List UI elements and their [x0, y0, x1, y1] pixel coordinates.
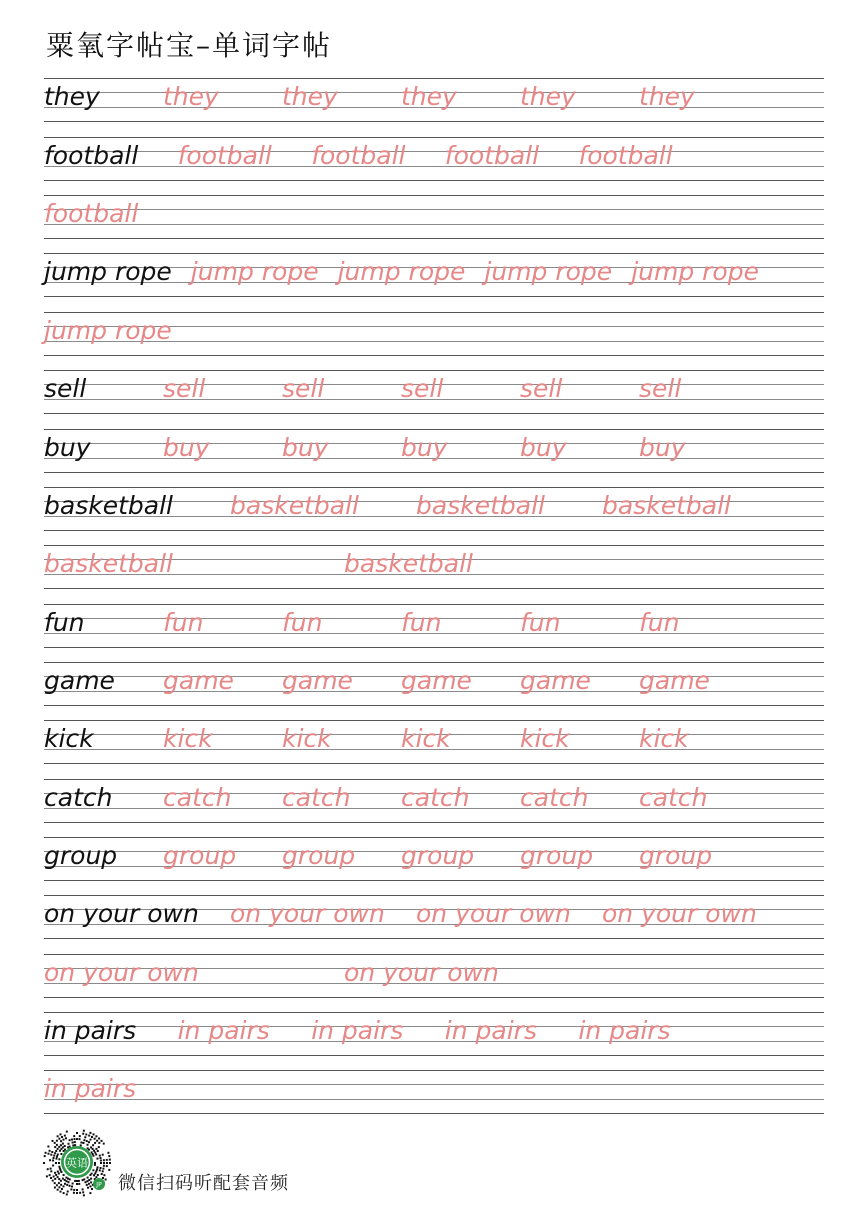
practice-row — [44, 1012, 824, 1056]
trace-word: basketball — [602, 491, 731, 520]
trace-word: football — [444, 141, 540, 170]
trace-word: they — [401, 82, 457, 111]
trace-word: group — [401, 841, 475, 870]
row-words — [44, 720, 824, 764]
trace-word: sell — [401, 374, 444, 403]
trace-word: basketball — [344, 549, 473, 578]
trace-word: they — [639, 82, 695, 111]
trace-word: group — [520, 841, 594, 870]
row-words — [44, 137, 824, 181]
trace-word: game — [401, 666, 472, 695]
trace-word: kick — [282, 724, 332, 753]
model-word: group — [44, 841, 118, 870]
row-words — [44, 1070, 824, 1114]
row-words — [44, 604, 824, 648]
trace-word: game — [639, 666, 710, 695]
model-word: buy — [44, 433, 91, 462]
row-words — [44, 429, 824, 473]
trace-word: buy — [401, 433, 448, 462]
model-word: game — [44, 666, 115, 695]
trace-word: basketball — [230, 491, 359, 520]
practice-row — [44, 662, 824, 706]
model-word: jump rope — [44, 257, 172, 286]
trace-word: on your own — [230, 899, 385, 928]
trace-word: football — [44, 199, 139, 228]
row-words — [44, 370, 824, 414]
practice-row — [44, 604, 824, 648]
practice-row — [44, 137, 824, 181]
trace-word: group — [282, 841, 356, 870]
model-word: basketball — [44, 491, 173, 520]
trace-word: buy — [163, 433, 210, 462]
practice-row — [44, 720, 824, 764]
footer-caption: 微信扫码听配套音频 — [118, 1173, 289, 1194]
trace-word: on your own — [44, 958, 199, 987]
trace-word: fun — [163, 608, 204, 637]
qr-code-icon — [42, 1128, 112, 1198]
practice-row — [44, 253, 824, 297]
trace-word: fun — [401, 608, 442, 637]
practice-row — [44, 545, 824, 589]
trace-word: buy — [639, 433, 686, 462]
trace-word: they — [282, 82, 338, 111]
trace-word: on your own — [344, 958, 499, 987]
qr-corner-label: JP — [96, 1181, 102, 1189]
trace-word: they — [163, 82, 219, 111]
trace-word: group — [639, 841, 713, 870]
trace-word: catch — [639, 783, 708, 812]
row-words — [44, 312, 824, 356]
row-words — [44, 779, 824, 823]
trace-word: basketball — [416, 491, 545, 520]
practice-row — [44, 195, 824, 239]
trace-word: kick — [401, 724, 451, 753]
row-words — [44, 195, 824, 239]
trace-word: jump rope — [190, 257, 319, 286]
row-words — [44, 895, 824, 939]
row-words — [44, 1012, 824, 1056]
trace-word: kick — [639, 724, 689, 753]
trace-word: in pairs — [578, 1016, 671, 1045]
trace-word: kick — [163, 724, 213, 753]
trace-word: football — [177, 141, 272, 170]
trace-word: they — [520, 82, 576, 111]
trace-word: jump rope — [484, 257, 613, 286]
trace-word: catch — [282, 783, 351, 812]
trace-word: fun — [639, 608, 680, 637]
model-word: football — [44, 141, 139, 170]
practice-row — [44, 78, 824, 122]
trace-word: group — [163, 841, 237, 870]
trace-word: jump rope — [337, 257, 466, 286]
row-words — [44, 662, 824, 706]
practice-row — [44, 1070, 824, 1114]
row-words — [44, 253, 824, 297]
practice-row — [44, 370, 824, 414]
trace-word: kick — [520, 724, 570, 753]
practice-row — [44, 779, 824, 823]
row-words — [44, 545, 824, 589]
trace-word: fun — [520, 608, 561, 637]
practice-row — [44, 837, 824, 881]
practice-row — [44, 312, 824, 356]
model-word: in pairs — [44, 1016, 137, 1045]
practice-row — [44, 429, 824, 473]
trace-word: on your own — [416, 899, 571, 928]
trace-word: basketball — [44, 549, 173, 578]
trace-word: football — [578, 141, 673, 170]
practice-row — [44, 954, 824, 998]
row-words — [44, 487, 824, 531]
trace-word: football — [311, 141, 406, 170]
trace-word: jump rope — [631, 257, 759, 286]
trace-word: sell — [282, 374, 325, 403]
trace-word: catch — [163, 783, 232, 812]
row-words — [44, 954, 824, 998]
trace-word: sell — [520, 374, 563, 403]
row-words — [44, 78, 824, 122]
model-word: sell — [44, 374, 87, 403]
trace-word: in pairs — [177, 1016, 270, 1045]
qr-badge-label: 英语 — [66, 1156, 88, 1170]
trace-word: in pairs — [44, 1074, 137, 1103]
trace-word: game — [520, 666, 591, 695]
trace-word: fun — [282, 608, 323, 637]
trace-word: sell — [639, 374, 682, 403]
page-title: 粟氧字帖宝–单词字帖 — [46, 29, 333, 62]
trace-word: sell — [163, 374, 206, 403]
trace-word: in pairs — [311, 1016, 404, 1045]
trace-word: buy — [282, 433, 329, 462]
model-word: catch — [44, 783, 113, 812]
practice-row — [44, 487, 824, 531]
row-words — [44, 837, 824, 881]
model-word: kick — [44, 724, 94, 753]
practice-row — [44, 895, 824, 939]
model-word: fun — [44, 608, 85, 637]
trace-word: buy — [520, 433, 567, 462]
trace-word: jump rope — [44, 316, 172, 345]
trace-word: game — [282, 666, 353, 695]
trace-word: catch — [401, 783, 470, 812]
model-word: on your own — [44, 899, 199, 928]
trace-word: in pairs — [444, 1016, 537, 1045]
trace-word: catch — [520, 783, 589, 812]
model-word: they — [44, 82, 100, 111]
trace-word: game — [163, 666, 234, 695]
trace-word: on your own — [602, 899, 757, 928]
